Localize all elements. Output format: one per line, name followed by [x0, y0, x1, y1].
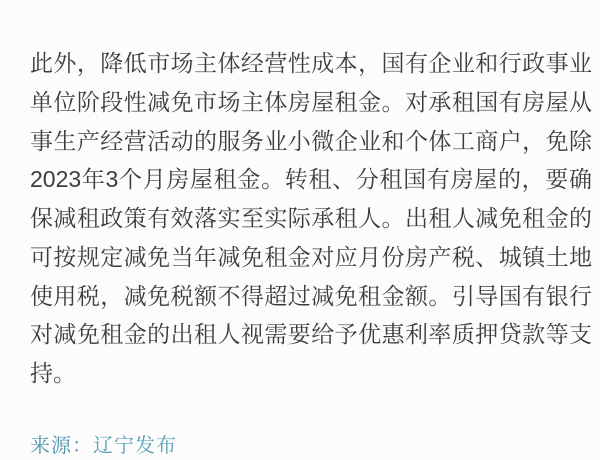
paragraph-line: 事生产经营活动的服务业小微企业和个体工商户，免除 [30, 127, 592, 154]
source-line [30, 433, 592, 459]
article-body [30, 44, 592, 459]
paragraph-line: 单位阶段性减免市场主体房屋租金。对承租国有房屋从 [30, 88, 592, 115]
source-label: 来源： [30, 434, 93, 457]
paragraph-line: 对减免租金的出租人视需要给予优惠利率质押贷款等支 [30, 321, 592, 348]
source-name-link[interactable]: 辽宁发布 [93, 434, 177, 457]
paragraph-line: 使用税，减免税额不得超过减免租金额。引导国有银行 [30, 282, 592, 309]
paragraph-line: 2023年3个月房屋租金。转租、分租国有房屋的，要确 [30, 166, 592, 193]
paragraph-line: 可按规定减免当年减免租金对应月份房产税、城镇土地 [30, 243, 592, 270]
paragraph-line: 此外，降低市场主体经营性成本，国有企业和行政事业 [30, 50, 592, 76]
paragraph-line: 保减租政策有效落实至实际承租人。出租人减免租金的 [30, 205, 592, 231]
paragraph-line: 持。 [30, 360, 76, 386]
